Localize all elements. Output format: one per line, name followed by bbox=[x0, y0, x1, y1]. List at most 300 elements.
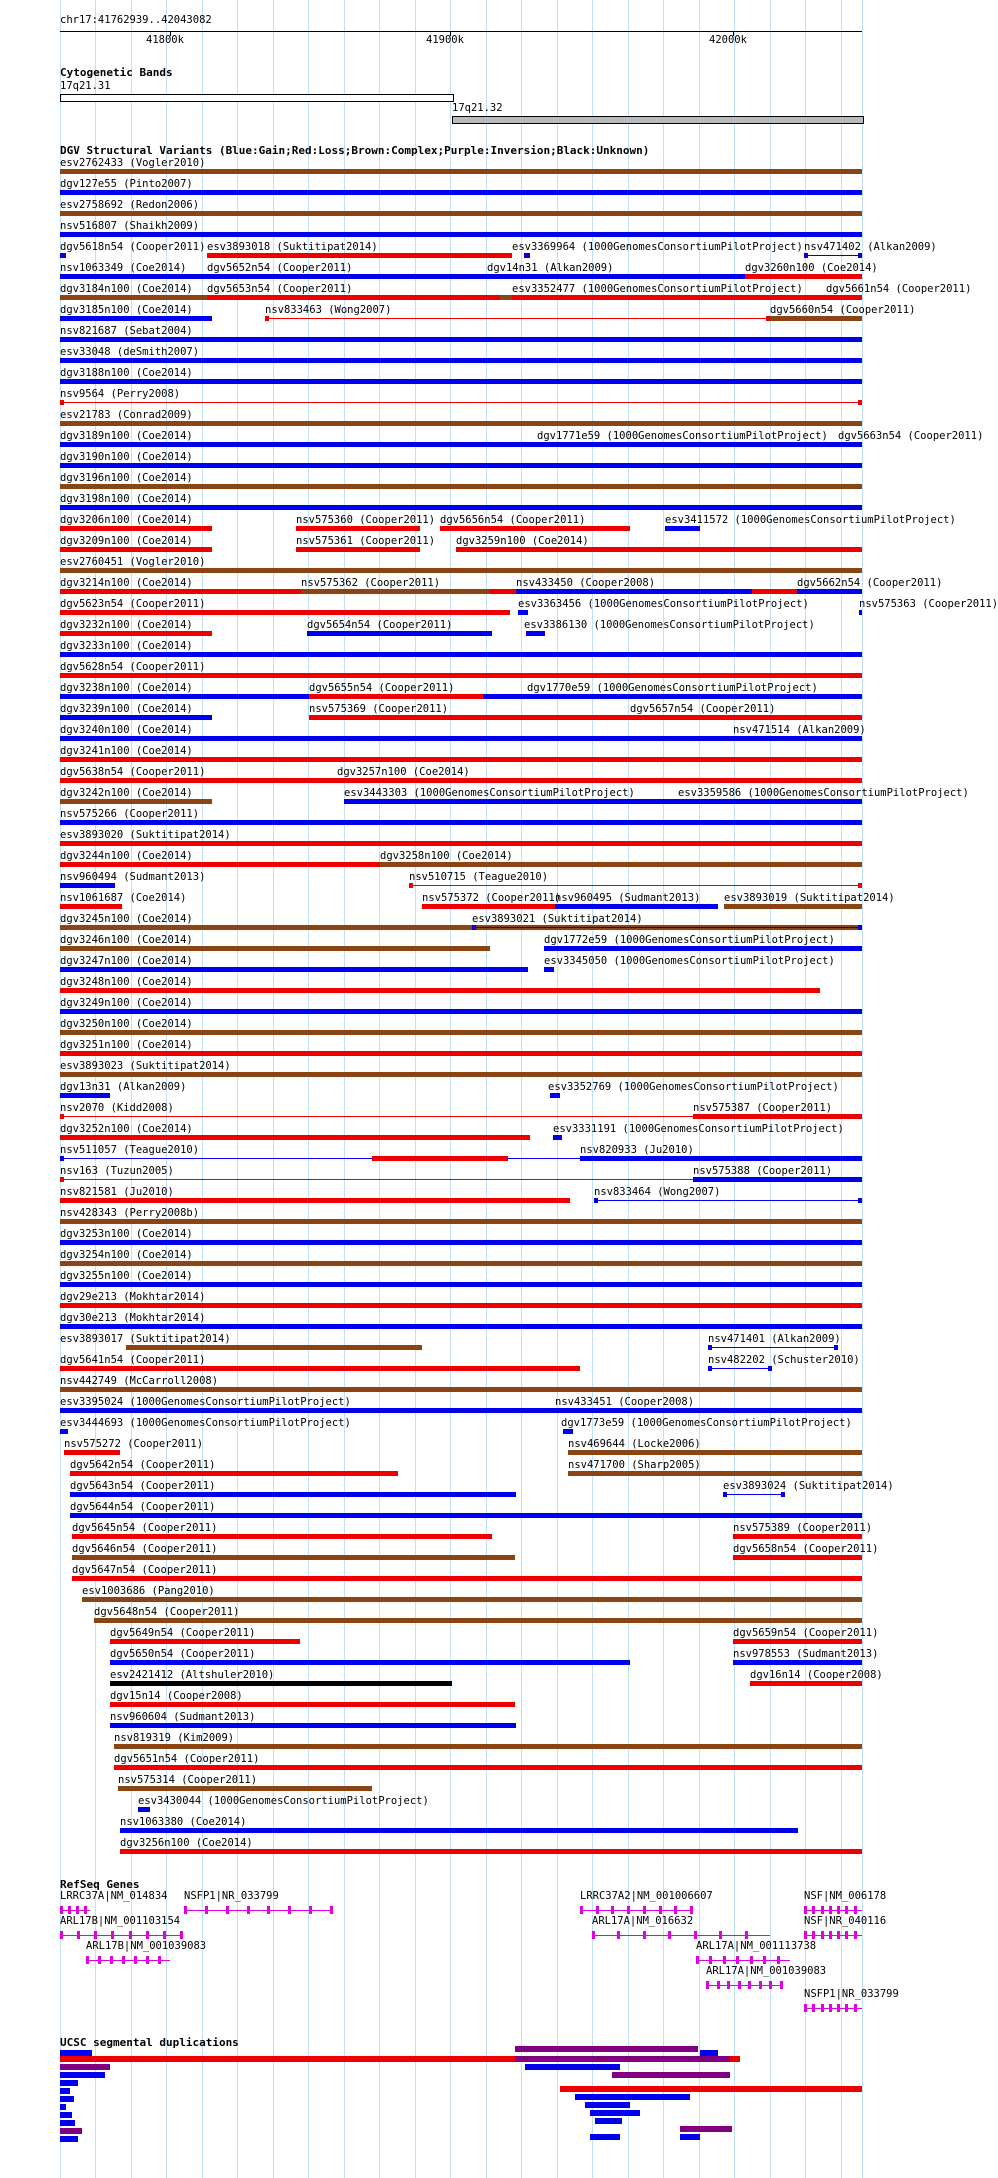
variant-label: esv3345050 (1000GenomesConsortiumPilotProject) bbox=[544, 955, 835, 967]
variant-bar bbox=[440, 526, 630, 531]
variant-label: nsv442749 (McCarroll2008) bbox=[60, 1375, 219, 1387]
variant-label: nsv575369 (Cooper2011) bbox=[309, 703, 449, 715]
variant-bar bbox=[70, 1513, 862, 1518]
variant-bar bbox=[422, 904, 555, 909]
gene-label: NSF|NR_040116 bbox=[804, 1915, 887, 1927]
segdup-bar bbox=[595, 2118, 622, 2124]
variant-label: dgv5645n54 (Cooper2011) bbox=[72, 1522, 218, 1534]
variant-bar bbox=[420, 253, 512, 258]
variant-bar bbox=[518, 610, 528, 615]
gene-exon bbox=[68, 1906, 71, 1914]
variant-label: dgv5642n54 (Cooper2011) bbox=[70, 1459, 216, 1471]
variant-bar bbox=[708, 1366, 712, 1371]
variant-label: esv3893019 (Suktitipat2014) bbox=[724, 892, 895, 904]
variant-label: nsv833463 (Wong2007) bbox=[265, 304, 392, 316]
variant-bar bbox=[72, 1555, 515, 1560]
variant-bar bbox=[409, 883, 413, 888]
gene-exon bbox=[745, 1931, 748, 1939]
variant-bar bbox=[723, 1492, 727, 1497]
variant-label: dgv5658n54 (Cooper2011) bbox=[733, 1543, 879, 1555]
variant-bar bbox=[60, 631, 212, 636]
variant-bar bbox=[526, 631, 545, 636]
segdup-bar bbox=[60, 2080, 78, 2086]
variant-bar bbox=[60, 652, 862, 657]
variant-bar bbox=[858, 883, 862, 888]
variant-label: nsv821687 (Sebat2004) bbox=[60, 325, 193, 337]
variant-bar bbox=[60, 673, 862, 678]
variant-bar bbox=[60, 1051, 862, 1056]
gene-label: LRRC37A|NM_014834 bbox=[60, 1890, 168, 1902]
variant-label: dgv5646n54 (Cooper2011) bbox=[72, 1543, 218, 1555]
variant-label: nsv163 (Tuzun2005) bbox=[60, 1165, 174, 1177]
variant-bar bbox=[678, 799, 728, 804]
variant-bar bbox=[372, 1156, 508, 1161]
ruler-line bbox=[60, 31, 862, 32]
variant-label: dgv3260n100 (Coe2014) bbox=[745, 262, 878, 274]
cytoband-label: 17q21.32 bbox=[452, 102, 503, 114]
gene-exon bbox=[129, 1931, 132, 1939]
variant-label: dgv5662n54 (Cooper2011) bbox=[797, 577, 943, 589]
variant-line bbox=[708, 1368, 772, 1369]
gene-exon bbox=[163, 1931, 166, 1939]
variant-label: dgv5628n54 (Cooper2011) bbox=[60, 661, 206, 673]
gene-exon bbox=[226, 1906, 229, 1914]
variant-label: esv3430044 (1000GenomesConsortiumPilotProject) bbox=[138, 1795, 429, 1807]
variant-bar bbox=[456, 547, 862, 552]
variant-bar bbox=[82, 1597, 862, 1602]
variant-bar bbox=[309, 715, 630, 720]
gene-exon bbox=[288, 1906, 291, 1914]
dgv-track-title: DGV Structural Variants (Blue:Gain;Red:Loss;Brown:Complex;Purple:Inversion;Black:Unknown) bbox=[60, 144, 650, 157]
variant-bar bbox=[60, 904, 122, 909]
variant-label: nsv471401 (Alkan2009) bbox=[708, 1333, 841, 1345]
gene-exon bbox=[837, 2004, 840, 2012]
variant-label: esv3893018 (Suktitipat2014) bbox=[207, 241, 378, 253]
variant-label: nsv433450 (Cooper2008) bbox=[516, 577, 656, 589]
gene-label: NSF|NM_006178 bbox=[804, 1890, 887, 1902]
variant-label: esv2762433 (Vogler2010) bbox=[60, 157, 206, 169]
variant-bar bbox=[512, 295, 862, 300]
variant-bar bbox=[60, 484, 862, 489]
variant-label: nsv516807 (Shaikh2009) bbox=[60, 220, 200, 232]
variant-label: nsv833464 (Wong2007) bbox=[594, 1186, 721, 1198]
variant-label: dgv5659n54 (Cooper2011) bbox=[733, 1627, 879, 1639]
gene-exon bbox=[854, 2004, 857, 2012]
variant-label: nsv819319 (Kim2009) bbox=[114, 1732, 235, 1744]
gene-exon bbox=[719, 1931, 722, 1939]
variant-label: nsv821581 (Ju2010) bbox=[60, 1186, 174, 1198]
variant-label: nsv575372 (Cooper2011) bbox=[422, 892, 562, 904]
variant-bar bbox=[60, 1009, 862, 1014]
variant-bar bbox=[110, 1681, 452, 1686]
position-readout: chr17:41762939..42043082 bbox=[60, 14, 212, 26]
variant-label: esv3359586 (1000GenomesConsortiumPilotProject) bbox=[678, 787, 969, 799]
segdup-bar bbox=[612, 2072, 730, 2078]
variant-bar bbox=[60, 757, 862, 762]
variant-line bbox=[708, 1347, 838, 1348]
variant-bar bbox=[60, 316, 212, 321]
variant-label: esv3411572 (1000GenomesConsortiumPilotProject) bbox=[665, 514, 956, 526]
variant-label: esv3363456 (1000GenomesConsortiumPilotProject) bbox=[518, 598, 809, 610]
variant-label: nsv575360 (Cooper2011) bbox=[296, 514, 436, 526]
variant-label: dgv5654n54 (Cooper2011) bbox=[307, 619, 453, 631]
variant-bar bbox=[60, 463, 862, 468]
gene-exon bbox=[854, 1906, 857, 1914]
variant-label: dgv5661n54 (Cooper2011) bbox=[826, 283, 972, 295]
gene-exon bbox=[777, 1956, 780, 1964]
gene-exon bbox=[205, 1906, 208, 1914]
gene-exon bbox=[727, 1981, 730, 1989]
variant-label: esv3331191 (1000GenomesConsortiumPilotProject) bbox=[553, 1123, 844, 1135]
variant-label: dgv3233n100 (Coe2014) bbox=[60, 640, 193, 652]
gene-exon bbox=[592, 1931, 595, 1939]
variant-bar bbox=[859, 610, 862, 615]
variant-label: nsv575387 (Cooper2011) bbox=[693, 1102, 833, 1114]
variant-label: dgv1770e59 (1000GenomesConsortiumPilotProject) bbox=[527, 682, 818, 694]
variant-bar bbox=[60, 400, 64, 405]
variant-bar bbox=[60, 946, 490, 951]
gene-exon bbox=[821, 2004, 824, 2012]
variant-line bbox=[723, 1494, 785, 1495]
variant-label: nsv960494 (Sudmant2013) bbox=[60, 871, 206, 883]
variant-bar bbox=[733, 736, 737, 741]
variant-label: dgv1771e59 (1000GenomesConsortiumPilotProject) bbox=[537, 430, 828, 442]
ruler-tick-label: 42000k bbox=[709, 34, 747, 46]
variant-label: dgv3259n100 (Coe2014) bbox=[456, 535, 589, 547]
variant-label: dgv5651n54 (Cooper2011) bbox=[114, 1753, 260, 1765]
variant-bar bbox=[568, 1450, 862, 1455]
variant-bar bbox=[344, 799, 862, 804]
variant-bar bbox=[60, 232, 862, 237]
variant-bar bbox=[630, 715, 862, 720]
variant-label: nsv575266 (Cooper2011) bbox=[60, 808, 200, 820]
gene-exon bbox=[330, 1906, 333, 1914]
variant-label: nsv575361 (Cooper2011) bbox=[296, 535, 436, 547]
variant-bar bbox=[516, 589, 752, 594]
segdup-bar bbox=[590, 2134, 620, 2140]
variant-bar bbox=[781, 1492, 785, 1497]
variant-label: nsv471700 (Sharp2005) bbox=[568, 1459, 701, 1471]
variant-bar bbox=[126, 1345, 422, 1350]
gene-exon bbox=[111, 1931, 114, 1939]
variant-label: nsv433451 (Cooper2008) bbox=[555, 1396, 695, 1408]
gene-exon bbox=[845, 1931, 848, 1939]
variant-bar bbox=[826, 295, 862, 300]
variant-bar bbox=[110, 1639, 300, 1644]
variant-bar bbox=[114, 1744, 862, 1749]
variant-label: dgv5655n54 (Cooper2011) bbox=[309, 682, 455, 694]
variant-bar bbox=[60, 1114, 64, 1119]
segdup-track-title: UCSC segmental duplications bbox=[60, 2036, 239, 2049]
variant-label: dgv14n31 (Alkan2009) bbox=[487, 262, 614, 274]
cytoband-17q21-31 bbox=[60, 94, 454, 102]
variant-bar bbox=[60, 1177, 64, 1182]
variant-label: dgv3242n100 (Coe2014) bbox=[60, 787, 193, 799]
gene-label: NSFP1|NR_033799 bbox=[184, 1890, 279, 1902]
gene-exon bbox=[837, 1906, 840, 1914]
variant-bar bbox=[114, 1765, 862, 1770]
variant-line bbox=[265, 318, 770, 319]
variant-bar bbox=[568, 1471, 862, 1476]
variant-label: dgv5649n54 (Cooper2011) bbox=[110, 1627, 256, 1639]
variant-label: dgv30e213 (Mokhtar2014) bbox=[60, 1312, 206, 1324]
variant-bar bbox=[555, 904, 718, 909]
variant-label: dgv3252n100 (Coe2014) bbox=[60, 1123, 193, 1135]
variant-line bbox=[472, 927, 862, 928]
variant-bar bbox=[768, 1366, 772, 1371]
variant-label: dgv5641n54 (Cooper2011) bbox=[60, 1354, 206, 1366]
gene-exon bbox=[184, 1906, 187, 1914]
variant-label: dgv3249n100 (Coe2014) bbox=[60, 997, 193, 1009]
variant-bar bbox=[138, 1807, 150, 1812]
cytoband-label: 17q21.31 bbox=[60, 80, 111, 92]
variant-label: dgv5644n54 (Cooper2011) bbox=[70, 1501, 216, 1513]
variant-bar bbox=[60, 211, 862, 216]
variant-bar bbox=[309, 694, 483, 699]
variant-bar bbox=[529, 694, 536, 699]
variant-bar bbox=[60, 820, 862, 825]
variant-bar bbox=[555, 1408, 862, 1413]
gene-label: ARL17B|NM_001103154 bbox=[60, 1915, 181, 1927]
variant-label: esv3386130 (1000GenomesConsortiumPilotProject) bbox=[524, 619, 815, 631]
variant-bar bbox=[60, 1261, 862, 1266]
segdup-bar bbox=[60, 2120, 75, 2126]
variant-label: esv3352477 (1000GenomesConsortiumPilotProject) bbox=[512, 283, 803, 295]
variant-bar bbox=[693, 1177, 862, 1182]
variant-label: dgv3214n100 (Coe2014) bbox=[60, 577, 193, 589]
refseq-track-title: RefSeq Genes bbox=[60, 1878, 140, 1891]
variant-bar bbox=[301, 589, 490, 594]
variant-bar bbox=[733, 1639, 862, 1644]
variant-line bbox=[60, 402, 862, 403]
variant-bar bbox=[858, 253, 862, 258]
variant-label: esv3893021 (Suktitipat2014) bbox=[472, 913, 643, 925]
variant-bar bbox=[60, 253, 66, 258]
variant-bar bbox=[858, 1198, 862, 1203]
gene-exon bbox=[748, 1981, 751, 1989]
variant-label: nsv1063380 (Coe2014) bbox=[120, 1816, 247, 1828]
variant-bar bbox=[524, 253, 530, 258]
variant-bar bbox=[60, 1240, 862, 1245]
variant-bar bbox=[60, 1429, 68, 1434]
variant-label: nsv575362 (Cooper2011) bbox=[301, 577, 441, 589]
variant-label: dgv5648n54 (Cooper2011) bbox=[94, 1606, 240, 1618]
variant-label: dgv5647n54 (Cooper2011) bbox=[72, 1564, 218, 1576]
gene-label: NSFP1|NR_033799 bbox=[804, 1988, 899, 2000]
variant-bar bbox=[750, 1681, 862, 1686]
segdup-bar bbox=[680, 2134, 700, 2140]
gene-exon bbox=[643, 1906, 646, 1914]
variant-label: nsv482202 (Schuster2010) bbox=[708, 1354, 860, 1366]
variant-bar bbox=[60, 526, 212, 531]
gene-exon bbox=[804, 1931, 807, 1939]
gene-exon bbox=[110, 1956, 113, 1964]
variant-bar bbox=[60, 799, 212, 804]
gene-label: ARL17A|NM_016632 bbox=[592, 1915, 694, 1927]
variant-bar bbox=[70, 1471, 398, 1476]
variant-label: nsv1061687 (Coe2014) bbox=[60, 892, 187, 904]
gene-exon bbox=[122, 1956, 125, 1964]
variant-bar bbox=[537, 442, 546, 447]
gene-exon bbox=[769, 1981, 772, 1989]
variant-label: dgv3258n100 (Coe2014) bbox=[380, 850, 513, 862]
variant-label: esv1003686 (Pang2010) bbox=[82, 1585, 215, 1597]
variant-bar bbox=[665, 526, 700, 531]
gene-exon bbox=[812, 2004, 815, 2012]
variant-label: dgv3256n100 (Coe2014) bbox=[120, 1837, 253, 1849]
variant-bar bbox=[64, 1450, 120, 1455]
variant-label: dgv5643n54 (Cooper2011) bbox=[70, 1480, 216, 1492]
variant-label: dgv3239n100 (Coe2014) bbox=[60, 703, 193, 715]
variant-bar bbox=[724, 904, 862, 909]
variant-bar bbox=[472, 925, 476, 930]
variant-label: esv3444693 (1000GenomesConsortiumPilotProject) bbox=[60, 1417, 351, 1429]
variant-label: esv3443303 (1000GenomesConsortiumPilotProject) bbox=[344, 787, 635, 799]
gene-exon bbox=[736, 1956, 739, 1964]
variant-label: dgv3248n100 (Coe2014) bbox=[60, 976, 193, 988]
variant-bar bbox=[60, 1156, 64, 1161]
variant-line bbox=[733, 738, 862, 739]
segdup-bar bbox=[590, 2110, 640, 2116]
gene-exon bbox=[309, 1906, 312, 1914]
variant-bar bbox=[60, 610, 510, 615]
variant-bar bbox=[60, 1072, 862, 1077]
variant-label: dgv29e213 (Mokhtar2014) bbox=[60, 1291, 206, 1303]
variant-bar bbox=[733, 1555, 862, 1560]
gene-exon bbox=[694, 1931, 697, 1939]
segdup-bar bbox=[60, 2104, 66, 2110]
variant-bar bbox=[110, 1723, 516, 1728]
variant-label: dgv5653n54 (Cooper2011) bbox=[207, 283, 353, 295]
variant-label: nsv575389 (Cooper2011) bbox=[733, 1522, 873, 1534]
variant-bar bbox=[544, 967, 554, 972]
variant-label: dgv5652n54 (Cooper2011) bbox=[207, 262, 353, 274]
variant-bar bbox=[858, 400, 862, 405]
segdup-bar bbox=[560, 2086, 862, 2092]
segdup-bar bbox=[585, 2102, 630, 2108]
gene-exon bbox=[668, 1931, 671, 1939]
gene-exon bbox=[804, 1906, 807, 1914]
variant-bar bbox=[120, 1828, 798, 1833]
gene-exon bbox=[690, 1906, 693, 1914]
variant-label: esv2421412 (Altshuler2010) bbox=[110, 1669, 275, 1681]
variant-label: nsv820933 (Ju2010) bbox=[580, 1144, 694, 1156]
variant-bar bbox=[60, 715, 212, 720]
variant-bar bbox=[118, 1786, 372, 1791]
variant-bar bbox=[60, 421, 862, 426]
variant-bar bbox=[60, 841, 862, 846]
variant-label: dgv3206n100 (Coe2014) bbox=[60, 514, 193, 526]
gene-label: ARL17B|NM_001039083 bbox=[86, 1940, 207, 1952]
variant-bar bbox=[60, 1324, 862, 1329]
variant-bar bbox=[60, 988, 820, 993]
gene-exon bbox=[77, 1931, 80, 1939]
variant-bar bbox=[60, 1135, 530, 1140]
gene-exon bbox=[627, 1906, 630, 1914]
variant-bar bbox=[110, 1702, 515, 1707]
gene-exon bbox=[158, 1956, 161, 1964]
variant-label: nsv9564 (Perry2008) bbox=[60, 388, 181, 400]
gene-exon bbox=[804, 2004, 807, 2012]
variant-bar bbox=[838, 442, 862, 447]
gene-exon bbox=[723, 1956, 726, 1964]
gene-exon bbox=[706, 1981, 709, 1989]
variant-label: nsv428343 (Perry2008b) bbox=[60, 1207, 200, 1219]
variant-label: dgv5638n54 (Cooper2011) bbox=[60, 766, 206, 778]
variant-label: dgv3189n100 (Coe2014) bbox=[60, 430, 193, 442]
segdup-bar bbox=[60, 2136, 78, 2142]
variant-bar bbox=[72, 1576, 862, 1581]
segdup-bar bbox=[575, 2094, 690, 2100]
variant-label: dgv3241n100 (Coe2014) bbox=[60, 745, 193, 757]
variant-bar bbox=[858, 925, 862, 930]
variant-label: esv3893020 (Suktitipat2014) bbox=[60, 829, 231, 841]
cytoband-17q21-32 bbox=[452, 116, 864, 124]
variant-label: esv2758692 (Redon2006) bbox=[60, 199, 200, 211]
segdup-bar bbox=[60, 2088, 70, 2094]
gene-exon bbox=[60, 1931, 63, 1939]
segdup-bar bbox=[60, 2112, 72, 2118]
variant-label: dgv3209n100 (Coe2014) bbox=[60, 535, 193, 547]
variant-label: dgv3245n100 (Coe2014) bbox=[60, 913, 193, 925]
variant-bar bbox=[207, 295, 500, 300]
variant-bar bbox=[110, 1660, 630, 1665]
variant-label: nsv471514 (Alkan2009) bbox=[733, 724, 866, 736]
variant-bar bbox=[60, 1030, 862, 1035]
variant-bar bbox=[296, 526, 420, 531]
variant-label: dgv13n31 (Alkan2009) bbox=[60, 1081, 187, 1093]
variant-label: esv3893017 (Suktitipat2014) bbox=[60, 1333, 231, 1345]
variant-label: dgv3198n100 (Coe2014) bbox=[60, 493, 193, 505]
variant-label: dgv3253n100 (Coe2014) bbox=[60, 1228, 193, 1240]
variant-label: dgv5657n54 (Cooper2011) bbox=[630, 703, 776, 715]
gene-exon bbox=[84, 1906, 87, 1914]
gene-exon bbox=[674, 1906, 677, 1914]
variant-label: dgv16n14 (Cooper2008) bbox=[750, 1669, 883, 1681]
variant-label: dgv3238n100 (Coe2014) bbox=[60, 682, 193, 694]
cytoband-track-title: Cytogenetic Bands bbox=[60, 66, 173, 79]
gene-exon bbox=[76, 1906, 79, 1914]
variant-bar bbox=[858, 736, 862, 741]
variant-label: dgv5660n54 (Cooper2011) bbox=[770, 304, 916, 316]
variant-label: dgv1772e59 (1000GenomesConsortiumPilotProject) bbox=[544, 934, 835, 946]
variant-bar bbox=[380, 862, 862, 867]
gene-exon bbox=[845, 1906, 848, 1914]
variant-label: nsv575272 (Cooper2011) bbox=[64, 1438, 204, 1450]
variant-label: dgv3250n100 (Coe2014) bbox=[60, 1018, 193, 1030]
variant-bar bbox=[265, 316, 269, 321]
variant-label: dgv5623n54 (Cooper2011) bbox=[60, 598, 206, 610]
variant-label: dgv3246n100 (Coe2014) bbox=[60, 934, 193, 946]
variant-line bbox=[594, 1200, 862, 1201]
gene-exon bbox=[580, 1906, 583, 1914]
gene-exon bbox=[759, 1981, 762, 1989]
gene-exon bbox=[134, 1956, 137, 1964]
gene-label: ARL17A|NM_001113738 bbox=[696, 1940, 817, 1952]
variant-label: dgv5656n54 (Cooper2011) bbox=[440, 514, 586, 526]
variant-label: dgv3244n100 (Coe2014) bbox=[60, 850, 193, 862]
variant-label: dgv127e55 (Pinto2007) bbox=[60, 178, 193, 190]
variant-label: nsv2070 (Kidd2008) bbox=[60, 1102, 174, 1114]
variant-bar bbox=[550, 1093, 560, 1098]
gene-exon bbox=[763, 1956, 766, 1964]
variant-bar bbox=[60, 1198, 570, 1203]
gene-exon bbox=[146, 1931, 149, 1939]
variant-label: dgv3251n100 (Coe2014) bbox=[60, 1039, 193, 1051]
variant-label: nsv575314 (Cooper2011) bbox=[118, 1774, 258, 1786]
variant-bar bbox=[60, 1303, 862, 1308]
gene-exon bbox=[829, 2004, 832, 2012]
